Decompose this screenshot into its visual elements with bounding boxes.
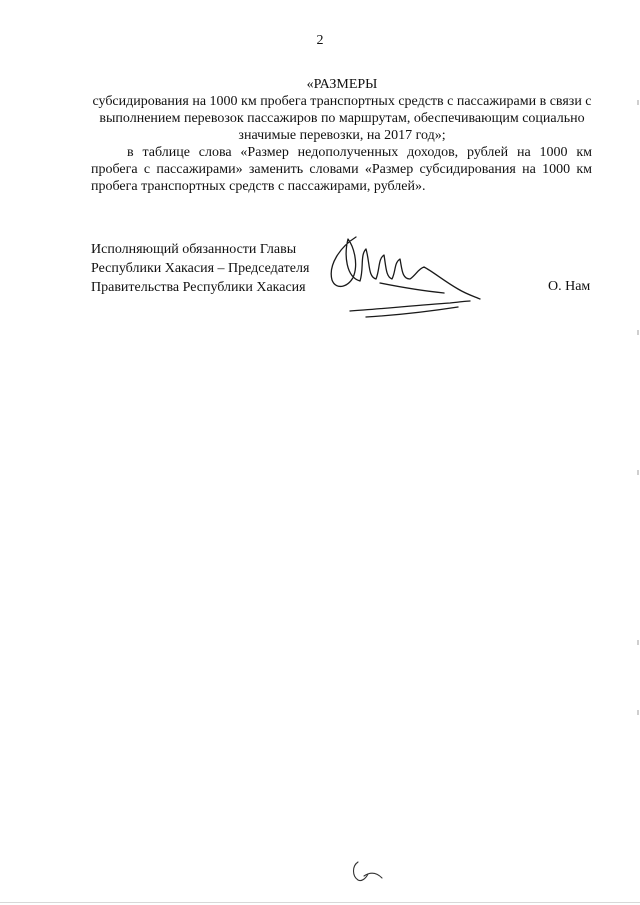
amendment-line-1: в таблице слова «Размер недополученных доходов, рублей на 1000 км <box>127 145 592 160</box>
heading-title: «РАЗМЕРЫ <box>306 77 378 92</box>
signatory-name: О. Нам <box>548 279 591 294</box>
signatory-title-line-3: Правительства Республики Хакасия <box>91 280 306 295</box>
signatory-title-line-1: Исполняющий обязанности Главы <box>91 242 297 257</box>
page-number: 2 <box>316 33 324 48</box>
amendment-line-3: пробега транспортных средств с пассажирами, рублей». <box>91 179 426 194</box>
scan-bottom-edge <box>0 902 640 903</box>
scan-mark <box>637 100 639 105</box>
handwritten-signature <box>320 225 500 325</box>
table-heading <box>86 76 598 144</box>
amendment-line-2: пробега с пассажирами» заменить словами «Размер субсидирования на 1000 км <box>91 162 592 177</box>
scan-mark <box>637 640 639 645</box>
scan-mark <box>637 330 639 335</box>
amendment-paragraph <box>91 144 592 195</box>
signatory-title-line-2: Республики Хакасия – Председателя <box>91 261 310 276</box>
signatory-title <box>91 240 309 297</box>
scan-mark <box>637 470 639 475</box>
handwritten-initials <box>348 856 388 886</box>
heading-line-1: субсидирования на 1000 км пробега транспортных средств с пассажирами в связи с <box>92 94 592 109</box>
heading-line-2: выполнением перевозок пассажиров по маршрутам, обеспечивающим социально <box>99 111 585 126</box>
heading-line-3: значимые перевозки, на 2017 год»; <box>238 128 446 143</box>
scan-mark <box>637 710 639 715</box>
